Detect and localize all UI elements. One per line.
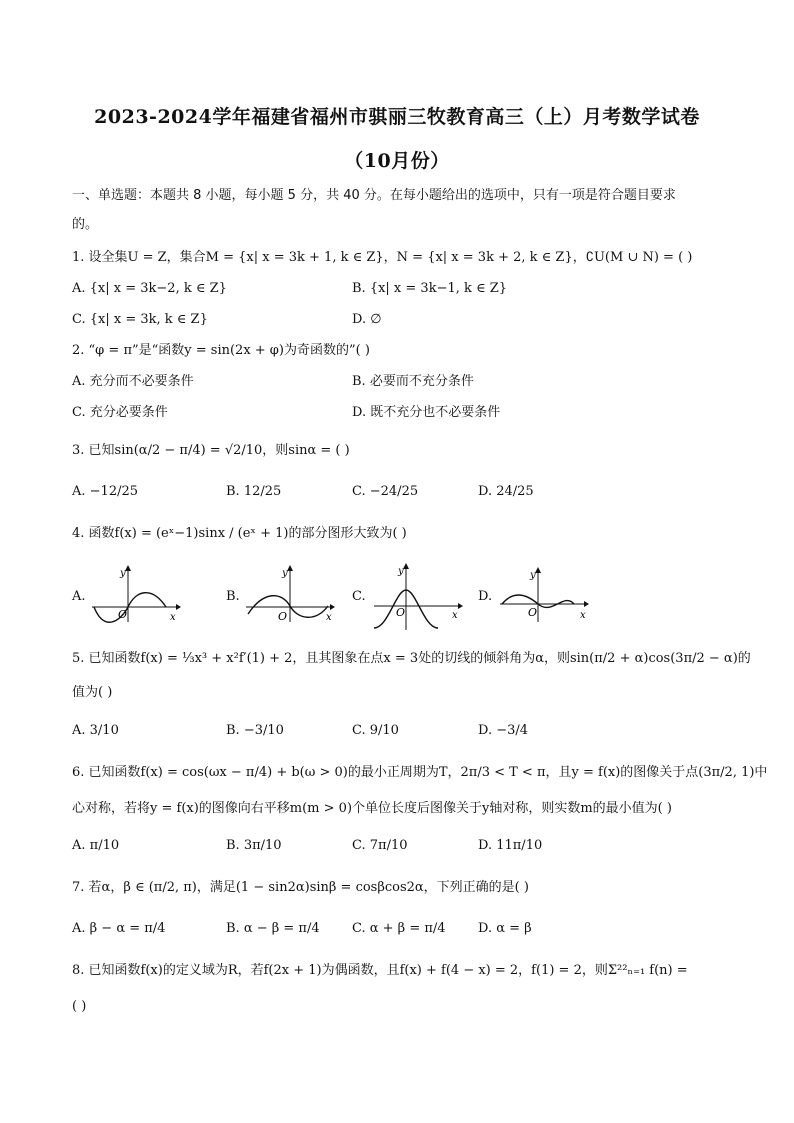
section-heading: 一、单选题：本题共 8 小题，每小题 5 分，共 40 分。在每小题给出的选项中，只有一项是符合题目要求 [72,188,676,203]
q4d-y-label: y [530,570,536,581]
q4c-x-label: x [452,610,458,621]
question-1-stem: 1. 设全集U = Z，集合M = {x| x = 3k + 1, k ∈ Z}，N = {x| x = 3k + 2, k ∈ Z}，∁U(M ∪ N) = ( ) [72,250,693,265]
question-8-stem-cont: ( ) [72,999,87,1014]
q1-option-d: D. ∅ [352,312,382,327]
q7-option-c: C. α + β = π/4 [352,921,446,936]
question-5-stem-cont: 值为( ) [72,685,113,700]
q6-option-d: D. 11π/10 [478,838,543,853]
question-2-stem: 2. “φ = π”是“函数y = sin(2x + φ)为奇函数的”( ) [72,343,370,358]
q4d-origin-label: O [528,606,538,619]
q2-option-b: B. 必要而不充分条件 [352,374,474,389]
q4-option-a: A. [72,589,86,604]
q3-option-d: D. 24/25 [478,484,534,499]
q6-option-c: C. 7π/10 [352,838,408,853]
q7-option-a: A. β − α = π/4 [72,921,166,936]
q3-option-b: B. 12/25 [226,484,282,499]
q6-option-b: B. 3π/10 [226,838,282,853]
q3-option-c: C. −24/25 [352,484,419,499]
paper-title-line2: （10月份） [344,150,450,172]
q1-option-a: A. {x| x = 3k−2, k ∈ Z} [72,281,227,296]
q5-option-a: A. 3/10 [72,723,119,738]
q4-option-b: B. [226,589,240,604]
question-5-stem: 5. 已知函数f(x) = ⅓x³ + x²f′(1) + 2，且其图象在点x = 3处的切线的倾斜角为α，则sin(π/2 + α)cos(3π/2 − α)的 [72,651,751,666]
q1-option-b: B. {x| x = 3k−1, k ∈ Z} [352,281,508,296]
q4b-x-label: x [326,612,332,623]
q4-graph-c [372,560,464,632]
q2-option-c: C. 充分必要条件 [72,405,168,420]
q4c-y-label: y [398,566,404,577]
q3-option-a: A. −12/25 [72,484,139,499]
q5-option-c: C. 9/10 [352,723,399,738]
question-4-stem: 4. 函数f(x) = (eˣ−1)sinx / (eˣ + 1)的部分图形大致为( ) [72,526,407,541]
q4b-origin-label: O [278,610,288,623]
paper-title-line1: 2023-2024学年福建省福州市骐丽三牧教育高三（上）月考数学试卷 [94,106,700,128]
question-8-stem: 8. 已知函数f(x)的定义域为R，若f(2x + 1)为偶函数，且f(x) + f(4 − x) = 2，f(1) = 2，则Σ²²ₙ₌₁ f(n) = [72,963,688,978]
q4c-origin-label: O [396,606,406,619]
q6-option-a: A. π/10 [72,838,120,853]
question-6-stem: 6. 已知函数f(x) = cos(ωx − π/4) + b(ω > 0)的最小正周期为T，2π/3 < T < π，且y = f(x)的图像关于点(3π/2, 1)中 [72,765,768,780]
q4a-y-label: y [120,568,126,579]
q4-option-c: C. [352,589,366,604]
question-3-stem: 3. 已知sin(α/2 − π/4) = √2/10，则sinα = ( ) [72,443,350,458]
q4a-x-label: x [170,612,176,623]
question-6-stem-cont: 心对称，若将y = f(x)的图像向右平移m(m > 0)个单位长度后图像关于y轴对称，则实数m的最小值为( ) [72,801,672,816]
question-7-stem: 7. 若α，β ∈ (π/2, π)，满足(1 − sin2α)sinβ = cosβcos2α，下列正确的是( ) [72,880,529,895]
section-heading-cont: 的。 [72,217,99,232]
q4-graph-d [498,564,592,624]
q4-option-d: D. [478,589,493,604]
q4b-y-label: y [282,568,288,579]
q1-option-c: C. {x| x = 3k, k ∈ Z} [72,312,208,327]
q2-option-d: D. 既不充分也不必要条件 [352,405,501,420]
q4a-origin-label: O [118,608,128,621]
q4d-x-label: x [580,610,586,621]
q7-option-b: B. α − β = π/4 [226,921,320,936]
q2-option-a: A. 充分而不必要条件 [72,374,194,389]
q5-option-b: B. −3/10 [226,723,284,738]
q7-option-d: D. α = β [478,921,532,936]
q4-graph-b [244,562,338,624]
q5-option-d: D. −3/4 [478,723,529,738]
q4-graph-a [90,562,182,624]
